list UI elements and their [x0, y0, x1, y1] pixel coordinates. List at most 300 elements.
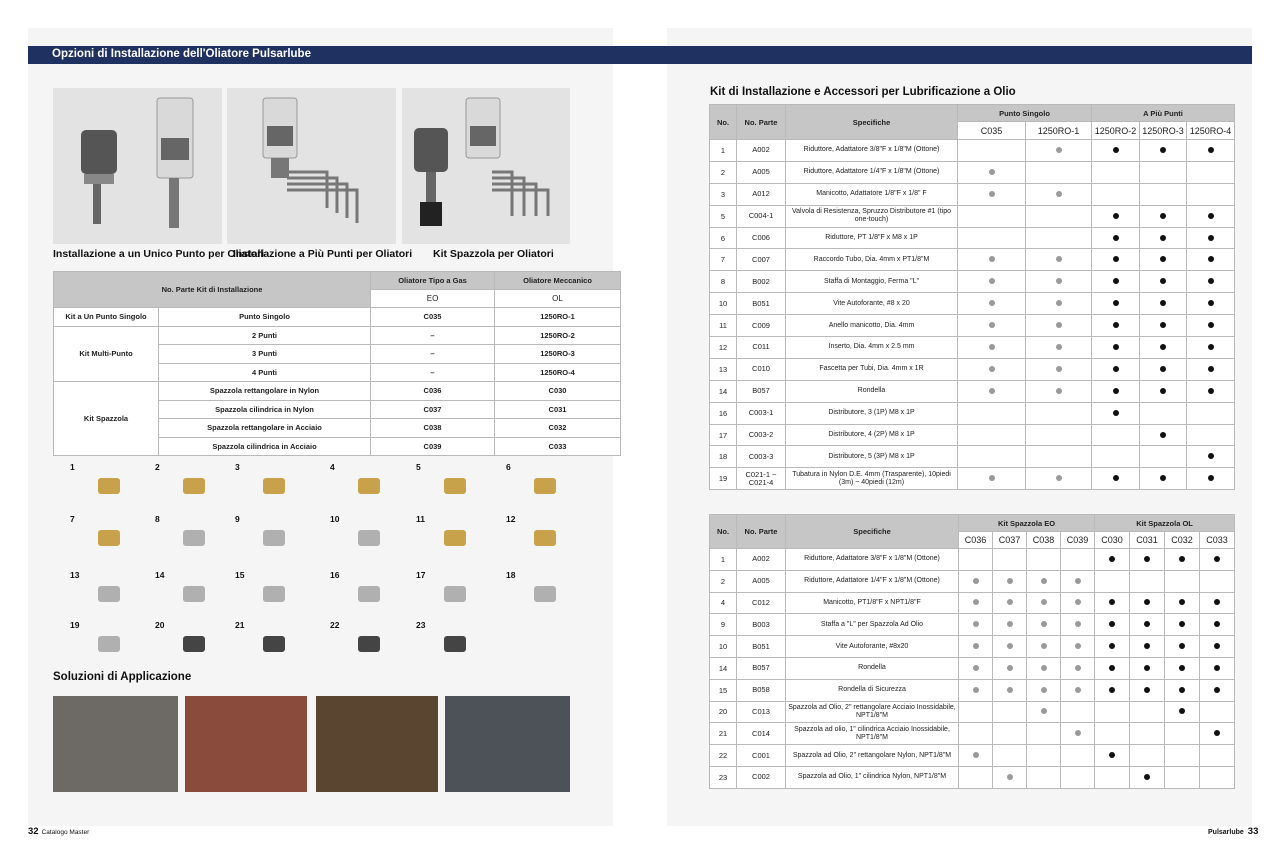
compat-cell: [1092, 161, 1140, 183]
black-dot-icon: [1113, 235, 1119, 241]
row-spec: Spazzola ad olio, 1" cilindrica Acciaio Inossidabile, NPT1/8"M: [786, 723, 959, 745]
compat-cell: [959, 745, 993, 767]
compat-cell: [1130, 657, 1165, 679]
compat-cell: [1026, 161, 1092, 183]
t2-header-part: No. Parte: [737, 515, 786, 549]
black-dot-icon: [1109, 599, 1115, 605]
compat-cell: [1130, 766, 1165, 788]
row-no: 5: [710, 205, 737, 227]
compat-cell: [1187, 402, 1235, 424]
kit-ol-value: C032: [495, 419, 621, 438]
table-row: [710, 570, 1235, 592]
part-number: 23: [416, 620, 426, 630]
kit-eo-value: C037: [371, 400, 495, 419]
black-dot-icon: [1109, 556, 1115, 562]
row-spec: Manicotto, Adattatore 1/8"F x 1/8" F: [786, 183, 958, 205]
table-row: [710, 402, 1235, 424]
black-dot-icon: [1214, 556, 1220, 562]
compat-cell: [1200, 679, 1235, 701]
gray-dot-icon: [1041, 687, 1047, 693]
compat-cell: [1061, 570, 1095, 592]
application-photo: [53, 696, 178, 792]
part-illustration: [90, 470, 130, 504]
single-point-image: [53, 88, 222, 244]
gray-dot-icon: [1056, 388, 1062, 394]
compat-cell: [958, 468, 1026, 490]
compat-cell: [1092, 183, 1140, 205]
row-no: 2: [710, 161, 737, 183]
black-dot-icon: [1208, 344, 1214, 350]
compat-cell: [1026, 337, 1092, 359]
compat-cell: [959, 679, 993, 701]
compat-cell: [1026, 402, 1092, 424]
part-number: 14: [155, 570, 165, 580]
row-no: 11: [710, 315, 737, 337]
gray-dot-icon: [1056, 344, 1062, 350]
kit-table-body: [54, 308, 621, 456]
part-illustration: [526, 522, 566, 556]
gray-dot-icon: [1007, 774, 1013, 780]
row-no: 7: [710, 249, 737, 271]
table-row: [710, 205, 1235, 227]
part-item: [70, 462, 150, 512]
gray-dot-icon: [1075, 578, 1081, 584]
compat-cell: [1200, 614, 1235, 636]
compat-cell: [1200, 701, 1235, 723]
table-row: [710, 315, 1235, 337]
compat-cell: [1187, 140, 1235, 162]
compat-cell: [1026, 446, 1092, 468]
part-item: [235, 462, 315, 512]
part-number: 8: [155, 514, 160, 524]
compat-cell: [1187, 424, 1235, 446]
row-part: A002: [737, 549, 786, 571]
table-row: [710, 657, 1235, 679]
caption-single-point: Installazione a un Unico Punto per Oliatori: [53, 248, 265, 260]
compat-cell: [1061, 592, 1095, 614]
part-illustration: [436, 522, 476, 556]
black-dot-icon: [1109, 621, 1115, 627]
compat-cell: [1130, 549, 1165, 571]
kit-ol-value: C031: [495, 400, 621, 419]
gray-dot-icon: [1056, 475, 1062, 481]
gray-dot-icon: [989, 388, 995, 394]
gray-dot-icon: [989, 300, 995, 306]
compat-cell: [1026, 424, 1092, 446]
section-banner: [28, 46, 1252, 64]
black-dot-icon: [1214, 599, 1220, 605]
black-dot-icon: [1113, 475, 1119, 481]
black-dot-icon: [1144, 687, 1150, 693]
compat-cell: [993, 723, 1027, 745]
right-title: Kit di Installazione e Accessori per Lubrificazione a Olio: [710, 86, 1016, 98]
kit-eo-value: –: [371, 326, 495, 345]
compat-cell: [958, 140, 1026, 162]
row-spec: Inserto, Dia. 4mm x 2.5 mm: [786, 337, 958, 359]
compat-cell: [1130, 636, 1165, 658]
compat-cell: [1061, 701, 1095, 723]
compat-cell: [1130, 614, 1165, 636]
compat-cell: [1140, 183, 1187, 205]
kit-ol-value: 1250RO-2: [495, 326, 621, 345]
column-header: C033: [1200, 532, 1235, 549]
compat-cell: [1061, 614, 1095, 636]
part-illustration: [255, 578, 295, 612]
compat-cell: [1092, 402, 1140, 424]
row-no: 8: [710, 271, 737, 293]
compat-cell: [1200, 745, 1235, 767]
compat-cell: [1140, 358, 1187, 380]
application-photo: [445, 696, 570, 792]
black-dot-icon: [1208, 213, 1214, 219]
row-spec: Manicotto, PT1/8"F x NPT1/8"F: [786, 592, 959, 614]
brush-kit-image: [402, 88, 570, 244]
solutions-title: Soluzioni di Applicazione: [53, 671, 192, 683]
compat-cell: [1200, 636, 1235, 658]
row-no: 18: [710, 446, 737, 468]
compat-cell: [1140, 402, 1187, 424]
row-spec: Distributore, 4 (2P) M8 x 1P: [786, 424, 958, 446]
row-part: A005: [737, 570, 786, 592]
row-part: C021-1 ~ C021-4: [737, 468, 786, 490]
part-illustration: [90, 628, 130, 662]
compat-cell: [993, 657, 1027, 679]
black-dot-icon: [1144, 556, 1150, 562]
compat-cell: [1026, 271, 1092, 293]
black-dot-icon: [1144, 599, 1150, 605]
black-dot-icon: [1214, 643, 1220, 649]
gray-dot-icon: [1075, 599, 1081, 605]
row-no: 10: [710, 293, 737, 315]
black-dot-icon: [1160, 256, 1166, 262]
black-dot-icon: [1144, 665, 1150, 671]
black-dot-icon: [1113, 388, 1119, 394]
part-item: [506, 570, 586, 620]
compat-cell: [993, 766, 1027, 788]
row-spec: Vite Autoforante, #8x20: [786, 636, 959, 658]
page-number-left: 32: [28, 826, 39, 837]
kit-point-label: 3 Punti: [159, 345, 371, 364]
row-part: B051: [737, 293, 786, 315]
part-item: [330, 570, 410, 620]
row-no: 23: [710, 766, 737, 788]
row-spec: Staffa di Montaggio, Ferma "L": [786, 271, 958, 293]
part-illustration: [436, 470, 476, 504]
compat-cell: [1095, 723, 1130, 745]
kit-row: [54, 382, 621, 401]
part-item: [155, 514, 235, 564]
compat-cell: [1187, 293, 1235, 315]
part-illustration: [90, 578, 130, 612]
compat-cell: [1027, 723, 1061, 745]
gray-dot-icon: [973, 578, 979, 584]
table-row: [710, 293, 1235, 315]
compat-cell: [959, 723, 993, 745]
black-dot-icon: [1160, 300, 1166, 306]
kit-point-label: Spazzola rettangolare in Acciaio: [159, 419, 371, 438]
compat-cell: [1092, 205, 1140, 227]
column-header: 1250RO-3: [1140, 122, 1187, 140]
black-dot-icon: [1179, 665, 1185, 671]
compat-cell: [1140, 161, 1187, 183]
application-photo: [185, 696, 307, 792]
row-part: B057: [737, 380, 786, 402]
gray-dot-icon: [1056, 278, 1062, 284]
part-illustration: [526, 470, 566, 504]
part-number: 21: [235, 620, 245, 630]
compat-cell: [1187, 183, 1235, 205]
part-number: 19: [70, 620, 80, 630]
compat-cell: [959, 570, 993, 592]
compat-cell: [993, 549, 1027, 571]
footer-catalog: Catalogo Master: [41, 829, 90, 836]
gray-dot-icon: [989, 475, 995, 481]
compat-cell: [1140, 337, 1187, 359]
compat-cell: [1092, 380, 1140, 402]
compat-cell: [1187, 227, 1235, 249]
compat-cell: [1140, 315, 1187, 337]
compat-cell: [959, 701, 993, 723]
compat-cell: [1095, 636, 1130, 658]
gray-dot-icon: [1041, 665, 1047, 671]
part-illustration: [90, 522, 130, 556]
compat-cell: [958, 205, 1026, 227]
compat-cell: [1140, 380, 1187, 402]
compat-cell: [1061, 657, 1095, 679]
compat-cell: [1092, 271, 1140, 293]
compat-cell: [1027, 701, 1061, 723]
black-dot-icon: [1208, 388, 1214, 394]
black-dot-icon: [1113, 322, 1119, 328]
black-dot-icon: [1214, 687, 1220, 693]
compat-cell: [1092, 337, 1140, 359]
row-part: A005: [737, 161, 786, 183]
compat-cell: [958, 161, 1026, 183]
part-illustration: [350, 522, 390, 556]
kit-header-gas: Oliatore Tipo a Gas: [371, 272, 495, 290]
kit-row: [54, 326, 621, 345]
compat-cell: [993, 614, 1027, 636]
table-row: [710, 549, 1235, 571]
row-part: C012: [737, 592, 786, 614]
black-dot-icon: [1113, 366, 1119, 372]
gray-dot-icon: [1041, 621, 1047, 627]
compat-cell: [1092, 358, 1140, 380]
part-number: 12: [506, 514, 516, 524]
part-number: 15: [235, 570, 245, 580]
compat-cell: [958, 249, 1026, 271]
row-no: 14: [710, 380, 737, 402]
part-number: 4: [330, 462, 335, 472]
black-dot-icon: [1214, 621, 1220, 627]
part-illustration: [175, 470, 215, 504]
compat-cell: [1165, 745, 1200, 767]
row-no: 6: [710, 227, 737, 249]
row-spec: Rondella di Sicurezza: [786, 679, 959, 701]
gray-dot-icon: [1007, 578, 1013, 584]
compat-cell: [1027, 549, 1061, 571]
part-illustration: [526, 578, 566, 612]
oiler-multi-illustration: [227, 88, 396, 244]
part-number: 2: [155, 462, 160, 472]
part-illustration: [255, 628, 295, 662]
row-no: 4: [710, 592, 737, 614]
part-number: 5: [416, 462, 421, 472]
compat-cell: [1061, 549, 1095, 571]
black-dot-icon: [1160, 147, 1166, 153]
row-part: B058: [737, 679, 786, 701]
t1-header-single: Punto Singolo: [958, 105, 1092, 122]
row-no: 13: [710, 358, 737, 380]
part-number: 3: [235, 462, 240, 472]
row-part: C010: [737, 358, 786, 380]
compat-cell: [1140, 424, 1187, 446]
compat-cell: [1026, 293, 1092, 315]
black-dot-icon: [1109, 687, 1115, 693]
compat-cell: [993, 701, 1027, 723]
compat-cell: [959, 657, 993, 679]
compat-cell: [1130, 745, 1165, 767]
row-part: A002: [737, 140, 786, 162]
part-illustration: [255, 470, 295, 504]
compat-cell: [1165, 723, 1200, 745]
column-header: C031: [1130, 532, 1165, 549]
compat-cell: [1026, 140, 1092, 162]
part-number: 17: [416, 570, 426, 580]
part-number: 6: [506, 462, 511, 472]
compat-cell: [958, 424, 1026, 446]
part-item: [330, 514, 410, 564]
black-dot-icon: [1109, 752, 1115, 758]
row-spec: Spazzola ad Olio, 1" cilindrica Nylon, NPT1/8"M: [786, 766, 959, 788]
compat-cell: [1095, 614, 1130, 636]
black-dot-icon: [1179, 708, 1185, 714]
part-illustration: [436, 628, 476, 662]
row-part: C001: [737, 745, 786, 767]
compat-cell: [1165, 657, 1200, 679]
row-part: B057: [737, 657, 786, 679]
black-dot-icon: [1113, 147, 1119, 153]
part-item: [416, 570, 496, 620]
row-part: C013: [737, 701, 786, 723]
gray-dot-icon: [1007, 599, 1013, 605]
row-spec: Distributore, 5 (3P) M8 x 1P: [786, 446, 958, 468]
table-row: [710, 271, 1235, 293]
application-photo: [316, 696, 438, 792]
t1-header-spec: Specifiche: [786, 105, 958, 140]
compat-cell: [959, 636, 993, 658]
kit-point-label: 2 Punti: [159, 326, 371, 345]
row-spec: Valvola di Resistenza, Spruzzo Distributore #1 (tipo one-touch): [786, 205, 958, 227]
compat-cell: [958, 380, 1026, 402]
row-no: 22: [710, 745, 737, 767]
gray-dot-icon: [1075, 730, 1081, 736]
compat-cell: [1095, 657, 1130, 679]
t2-body: [710, 549, 1235, 789]
black-dot-icon: [1160, 388, 1166, 394]
compat-cell: [1092, 140, 1140, 162]
black-dot-icon: [1160, 213, 1166, 219]
part-item: [506, 462, 586, 512]
gray-dot-icon: [973, 621, 979, 627]
black-dot-icon: [1214, 730, 1220, 736]
compat-cell: [1200, 570, 1235, 592]
kit-header-eo: EO: [371, 290, 495, 308]
compat-cell: [1200, 592, 1235, 614]
row-part: B003: [737, 614, 786, 636]
table-row: [710, 249, 1235, 271]
row-spec: Rondella: [786, 380, 958, 402]
compat-cell: [993, 570, 1027, 592]
black-dot-icon: [1113, 278, 1119, 284]
table-row: [710, 140, 1235, 162]
row-spec: Riduttore, Adattatore 3/8"F x 1/8"M (Ottone): [786, 549, 959, 571]
black-dot-icon: [1109, 643, 1115, 649]
table-row: [710, 446, 1235, 468]
part-illustration: [175, 628, 215, 662]
row-part: C003-2: [737, 424, 786, 446]
black-dot-icon: [1160, 432, 1166, 438]
part-item: [70, 620, 150, 670]
row-spec: Anello manicotto, Dia. 4mm: [786, 315, 958, 337]
kit-eo-value: C036: [371, 382, 495, 401]
compat-cell: [1095, 570, 1130, 592]
table-row: [710, 745, 1235, 767]
compat-cell: [993, 592, 1027, 614]
kit-eo-value: C038: [371, 419, 495, 438]
table-row: [710, 380, 1235, 402]
compat-cell: [1187, 380, 1235, 402]
gray-dot-icon: [1041, 643, 1047, 649]
black-dot-icon: [1208, 235, 1214, 241]
compat-cell: [959, 592, 993, 614]
black-dot-icon: [1113, 256, 1119, 262]
compat-cell: [958, 315, 1026, 337]
part-illustration: [175, 578, 215, 612]
row-no: 1: [710, 549, 737, 571]
gray-dot-icon: [973, 643, 979, 649]
black-dot-icon: [1208, 453, 1214, 459]
row-part: C007: [737, 249, 786, 271]
compat-cell: [1027, 636, 1061, 658]
gray-dot-icon: [989, 344, 995, 350]
kit-point-label: Spazzola cilindrica in Nylon: [159, 400, 371, 419]
compat-cell: [1130, 679, 1165, 701]
kit-point-label: Spazzola cilindrica in Acciaio: [159, 437, 371, 456]
compat-cell: [1200, 766, 1235, 788]
compat-cell: [1165, 570, 1200, 592]
table-row: [710, 337, 1235, 359]
compat-cell: [958, 271, 1026, 293]
row-no: 10: [710, 636, 737, 658]
black-dot-icon: [1113, 344, 1119, 350]
gray-dot-icon: [1007, 643, 1013, 649]
part-number: 22: [330, 620, 340, 630]
kit-group-label: Kit Spazzola: [54, 382, 159, 456]
row-spec: Riduttore, Adattatore 3/8"F x 1/8"M (Ottone): [786, 140, 958, 162]
row-spec: Vite Autoforante, #8 x 20: [786, 293, 958, 315]
row-part: A012: [737, 183, 786, 205]
gray-dot-icon: [1056, 191, 1062, 197]
part-item: [416, 620, 496, 670]
compat-cell: [1140, 271, 1187, 293]
row-part: B002: [737, 271, 786, 293]
compat-cell: [1165, 592, 1200, 614]
t1-header-part: No. Parte: [737, 105, 786, 140]
compat-cell: [1187, 271, 1235, 293]
oil-kit-table: [709, 104, 1235, 490]
row-part: C002: [737, 766, 786, 788]
